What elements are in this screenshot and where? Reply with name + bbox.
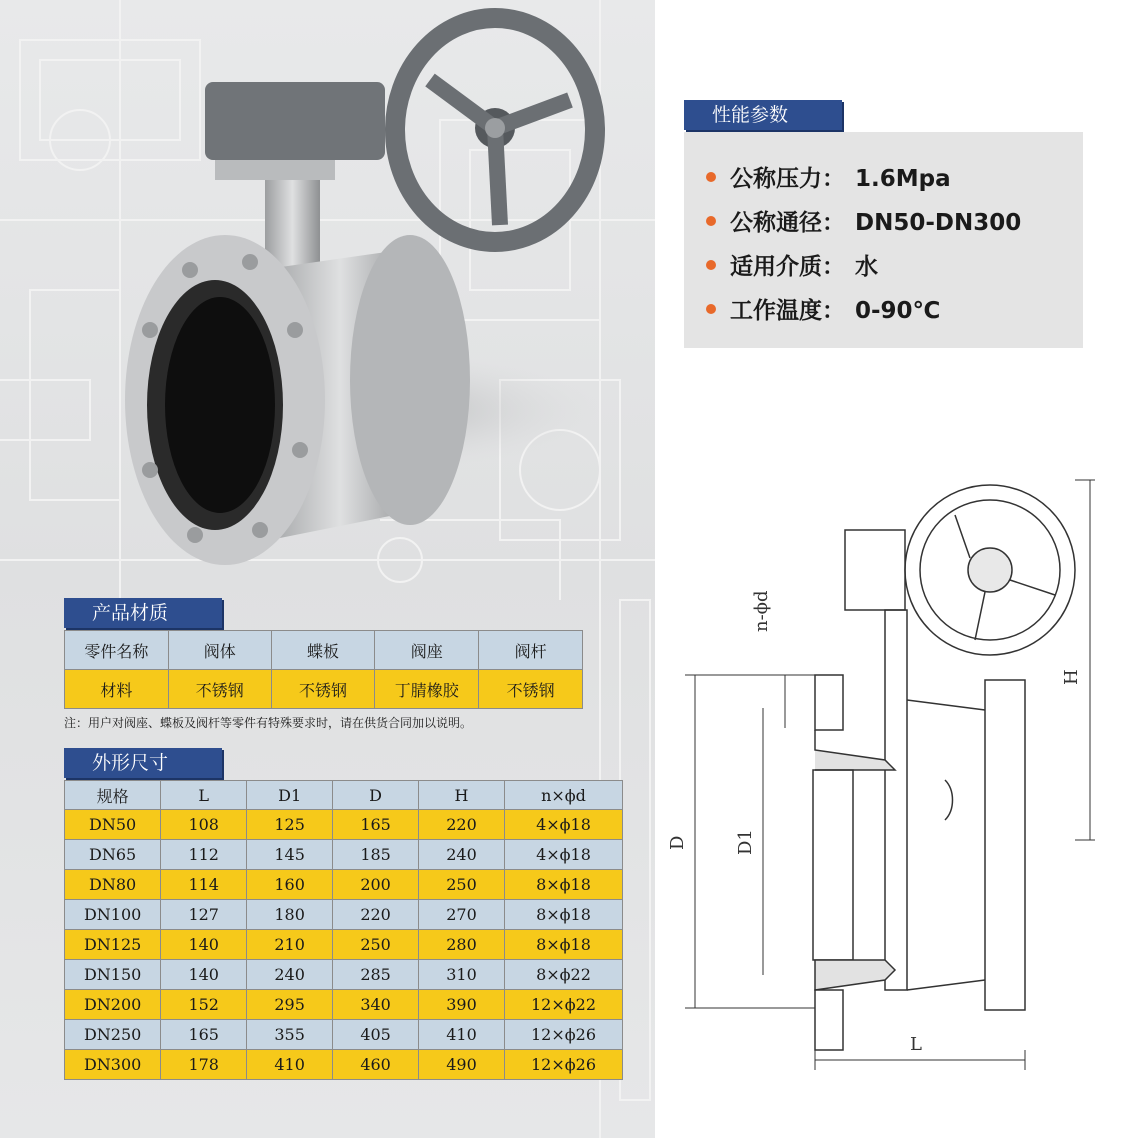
table-cell: 250 [419, 870, 505, 900]
table-cell: 140 [161, 960, 247, 990]
param-diameter [706, 204, 1021, 237]
param-label: 适用介质： [730, 254, 845, 280]
param-label: 工作温度： [730, 298, 845, 324]
table-row [65, 870, 623, 900]
table-cell: 285 [333, 960, 419, 990]
table-cell: DN300 [65, 1050, 161, 1080]
material-note: 注：用户对阀座、蝶板及阀杆等零件有特殊要求时，请在供货合同加以说明。 [64, 716, 473, 730]
table-cell: 160 [247, 870, 333, 900]
table-cell: 152 [161, 990, 247, 1020]
table-row [65, 1050, 623, 1080]
table-cell: 丁腈橡胶 [375, 670, 479, 709]
label-nd: n-ϕd [751, 590, 772, 632]
table-cell: 108 [161, 810, 247, 840]
table-header-cell: n×ϕd [505, 781, 623, 810]
material-row [65, 670, 583, 709]
table-cell: 390 [419, 990, 505, 1020]
param-temperature [706, 292, 940, 325]
valve-drawing [655, 470, 1138, 1070]
table-cell: DN80 [65, 870, 161, 900]
table-cell: 阀杆 [479, 631, 583, 670]
table-cell: 210 [247, 930, 333, 960]
label-L: L [910, 1034, 922, 1055]
param-label: 公称压力： [730, 166, 845, 192]
dimensions-header-row [65, 781, 623, 810]
table-cell: 180 [247, 900, 333, 930]
valve-photo [0, 0, 655, 600]
table-cell: 127 [161, 900, 247, 930]
label-H: H [1061, 669, 1082, 685]
table-cell: 165 [333, 810, 419, 840]
material-heading: 产品材质 [64, 598, 222, 628]
table-cell: 310 [419, 960, 505, 990]
table-cell: 240 [247, 960, 333, 990]
table-cell: 340 [333, 990, 419, 1020]
table-cell: 4×ϕ18 [505, 810, 623, 840]
table-cell: 185 [333, 840, 419, 870]
table-cell: 460 [333, 1050, 419, 1080]
table-cell: DN250 [65, 1020, 161, 1050]
table-cell: 220 [419, 810, 505, 840]
dimensions-table [64, 780, 623, 1080]
table-cell: 阀体 [168, 631, 271, 670]
table-cell: 140 [161, 930, 247, 960]
material-table [64, 630, 583, 709]
table-cell: 355 [247, 1020, 333, 1050]
table-cell: 8×ϕ22 [505, 960, 623, 990]
table-row [65, 930, 623, 960]
table-cell: 4×ϕ18 [505, 840, 623, 870]
table-cell: 240 [419, 840, 505, 870]
table-cell: 410 [419, 1020, 505, 1050]
param-value: 水 [855, 254, 878, 280]
table-cell: 零件名称 [65, 631, 169, 670]
param-medium [706, 248, 878, 281]
table-cell: 材料 [65, 670, 169, 709]
table-cell: 112 [161, 840, 247, 870]
param-value: 1.6Mpa [855, 166, 951, 192]
param-value: DN50-DN300 [855, 210, 1022, 236]
bullet-icon [706, 304, 716, 314]
table-row [65, 810, 623, 840]
table-cell: 不锈钢 [479, 670, 583, 709]
table-cell: 200 [333, 870, 419, 900]
bullet-icon [706, 260, 716, 270]
table-cell: DN65 [65, 840, 161, 870]
table-row [65, 840, 623, 870]
table-cell: 12×ϕ22 [505, 990, 623, 1020]
table-cell: 250 [333, 930, 419, 960]
table-header-cell: D1 [247, 781, 333, 810]
table-cell: DN50 [65, 810, 161, 840]
table-cell: 410 [247, 1050, 333, 1080]
param-pressure [706, 160, 951, 193]
table-cell: DN200 [65, 990, 161, 1020]
table-cell: 114 [161, 870, 247, 900]
table-cell: 405 [333, 1020, 419, 1050]
table-cell: 8×ϕ18 [505, 900, 623, 930]
gearbox-outline [845, 530, 905, 610]
table-cell: DN100 [65, 900, 161, 930]
table-row [65, 990, 623, 1020]
table-cell: 125 [247, 810, 333, 840]
table-cell: 蝶板 [271, 631, 375, 670]
param-value: 0-90℃ [855, 298, 941, 324]
table-cell: 8×ϕ18 [505, 930, 623, 960]
table-cell: 不锈钢 [271, 670, 375, 709]
table-row [65, 1020, 623, 1050]
label-D1: D1 [735, 829, 756, 855]
table-header-cell: 规格 [65, 781, 161, 810]
bullet-icon [706, 172, 716, 182]
table-header-cell: D [333, 781, 419, 810]
table-cell: 12×ϕ26 [505, 1020, 623, 1050]
table-header-cell: H [419, 781, 505, 810]
label-D: D [667, 835, 688, 850]
table-cell: 8×ϕ18 [505, 870, 623, 900]
table-row [65, 900, 623, 930]
table-cell: 178 [161, 1050, 247, 1080]
table-cell: 270 [419, 900, 505, 930]
dimensions-heading: 外形尺寸 [64, 748, 222, 778]
table-cell: 阀座 [375, 631, 479, 670]
table-header-cell: L [161, 781, 247, 810]
table-cell: 不锈钢 [168, 670, 271, 709]
table-cell: 295 [247, 990, 333, 1020]
table-cell: 490 [419, 1050, 505, 1080]
table-cell: 220 [333, 900, 419, 930]
params-heading: 性能参数 [684, 100, 842, 130]
table-cell: 12×ϕ26 [505, 1050, 623, 1080]
table-cell: DN125 [65, 930, 161, 960]
table-cell: 145 [247, 840, 333, 870]
table-row [65, 960, 623, 990]
table-cell: DN150 [65, 960, 161, 990]
table-cell: 280 [419, 930, 505, 960]
table-cell: 165 [161, 1020, 247, 1050]
material-header-row [65, 631, 583, 670]
param-label: 公称通径： [730, 210, 845, 236]
bullet-icon [706, 216, 716, 226]
